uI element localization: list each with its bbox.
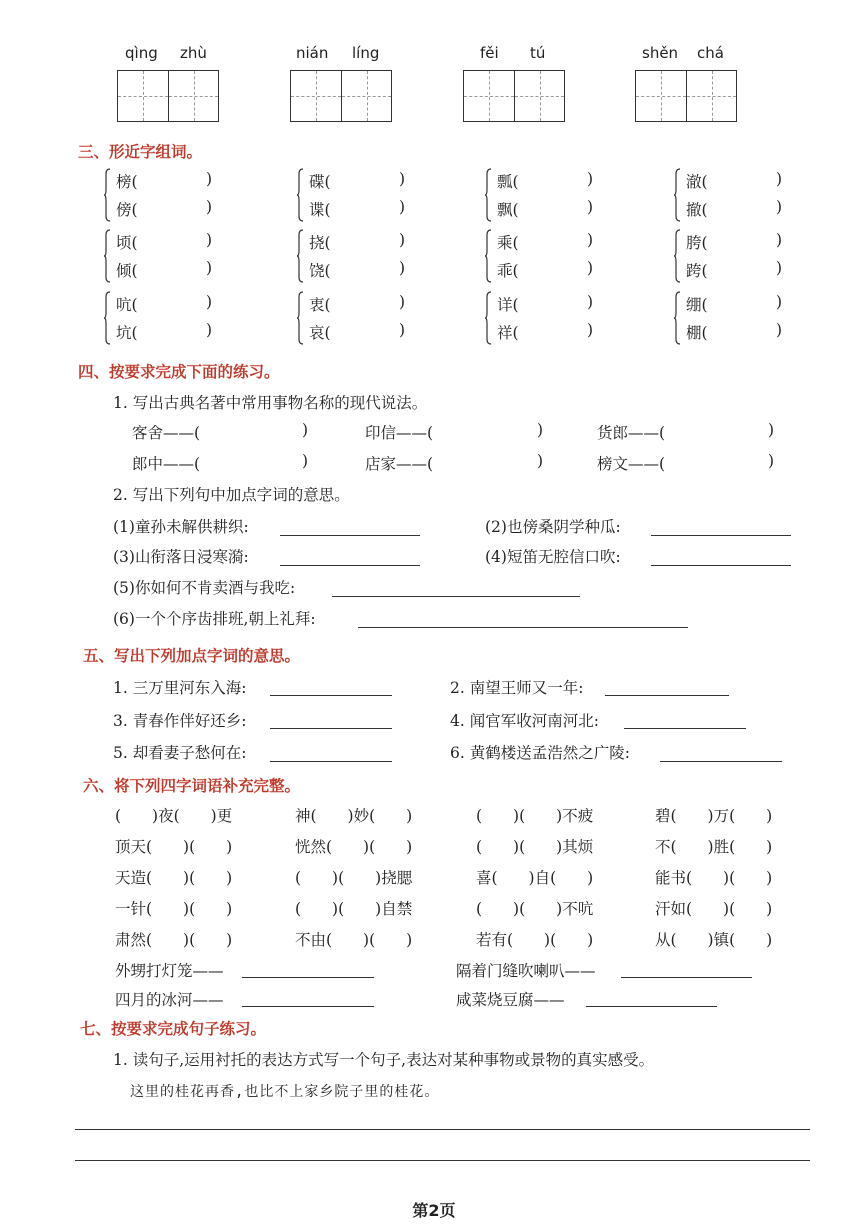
char-pair — [493, 227, 603, 287]
question-text: 1. 读句子,运用衬托的表达方式写一个句子,表达对某种事物或景物的真实感受。 — [113, 1051, 655, 1069]
poem-line: 2. 南望王师又一年: — [450, 679, 584, 697]
close-paren: ) — [587, 231, 594, 249]
close-paren: ) — [399, 170, 406, 188]
pinyin-text: líng — [352, 44, 380, 62]
char-pair — [682, 166, 792, 226]
close-paren: ) — [776, 231, 783, 249]
char-pair — [112, 166, 222, 226]
idiom-blank[interactable]: 碧( )万( ) — [655, 807, 773, 825]
answer-line[interactable] — [660, 761, 782, 762]
char-prompt: 谍( — [309, 201, 331, 219]
answer-line[interactable] — [242, 977, 374, 978]
idiom-blank[interactable]: 顶天( )( ) — [115, 838, 233, 856]
char-prompt: 详( — [497, 296, 519, 314]
close-paren: ) — [206, 259, 213, 277]
answer-line[interactable] — [280, 535, 420, 536]
brace-icon — [104, 168, 111, 222]
brace-icon — [485, 229, 492, 283]
idiom-blank[interactable]: 从( )镇( ) — [655, 931, 773, 949]
close-paren: ) — [537, 421, 544, 439]
char-pair — [682, 227, 792, 287]
brace-icon — [674, 229, 681, 283]
idiom-blank[interactable]: ( )( )其烦 — [476, 838, 594, 856]
sentence-prompt: (6)一个个序齿排班,朝上礼拜: — [113, 610, 316, 628]
char-prompt: 乖( — [497, 262, 519, 280]
char-prompt: 榜( — [116, 173, 138, 191]
idiom-blank[interactable]: 肃然( )( ) — [115, 931, 233, 949]
char-prompt: 吭( — [116, 296, 138, 314]
close-paren: ) — [206, 170, 213, 188]
char-prompt: 瓢( — [497, 173, 519, 191]
term-prompt: 郎中——( — [132, 455, 201, 473]
answer-line[interactable] — [270, 728, 392, 729]
char-prompt: 衷( — [309, 296, 331, 314]
close-paren: ) — [537, 452, 544, 470]
pinyin-text: nián — [296, 44, 329, 62]
poem-line: 6. 黄鹤楼送孟浩然之广陵: — [450, 744, 630, 762]
idiom-blank[interactable]: 若有( )( ) — [476, 931, 594, 949]
char-prompt: 澈( — [686, 173, 708, 191]
term-prompt: 榜文——( — [597, 455, 666, 473]
sentence-prompt: (2)也傍桑阴学种瓜: — [485, 518, 621, 536]
close-paren: ) — [587, 198, 594, 216]
close-paren: ) — [768, 452, 775, 470]
writing-grid[interactable] — [290, 70, 392, 122]
brace-icon — [104, 291, 111, 345]
close-paren: ) — [399, 231, 406, 249]
answer-line[interactable] — [651, 535, 791, 536]
pinyin-text: zhù — [180, 44, 207, 62]
term-prompt: 客舍——( — [132, 424, 201, 442]
term-prompt: 店家——( — [365, 455, 434, 473]
char-pair — [305, 227, 415, 287]
idiom-blank[interactable]: ( )( )挠腮 — [295, 869, 413, 887]
writing-grid[interactable] — [463, 70, 565, 122]
char-pair — [493, 289, 603, 349]
char-prompt: 倾( — [116, 262, 138, 280]
brace-icon — [104, 229, 111, 283]
answer-line[interactable] — [242, 1006, 374, 1007]
close-paren: ) — [776, 170, 783, 188]
page-number: 第2页 — [412, 1201, 456, 1220]
close-paren: ) — [206, 321, 213, 339]
answer-line[interactable] — [358, 627, 688, 628]
section-7-title: 七、按要求完成句子练习。 — [80, 1020, 267, 1038]
brace-icon — [297, 291, 304, 345]
char-prompt: 飘( — [497, 201, 519, 219]
idiom-blank[interactable]: 不( )胜( ) — [655, 838, 773, 856]
answer-line[interactable] — [280, 565, 420, 566]
sentence-prompt: (3)山衔落日浸寒漪: — [113, 548, 249, 566]
answer-line[interactable] — [75, 1129, 810, 1130]
close-paren: ) — [587, 321, 594, 339]
idiom-blank[interactable]: 神( )妙( ) — [295, 807, 413, 825]
answer-line[interactable] — [586, 1006, 717, 1007]
pinyin-text: shěn — [642, 44, 679, 62]
close-paren: ) — [776, 259, 783, 277]
brace-icon — [297, 168, 304, 222]
sentence-prompt: (5)你如何不肯卖酒与我吃: — [113, 579, 296, 597]
answer-line[interactable] — [75, 1160, 810, 1161]
idiom-blank[interactable]: ( )( )不疲 — [476, 807, 594, 825]
answer-line[interactable] — [605, 695, 729, 696]
char-prompt: 顷( — [116, 234, 138, 252]
char-pair — [112, 227, 222, 287]
section-6-title: 六、将下列四字词语补充完整。 — [83, 777, 301, 795]
close-paren: ) — [587, 170, 594, 188]
char-prompt: 棚( — [686, 324, 708, 342]
idiom-blank[interactable]: 不由( )( ) — [295, 931, 413, 949]
char-prompt: 坑( — [116, 324, 138, 342]
brace-icon — [485, 168, 492, 222]
char-pair — [112, 289, 222, 349]
char-prompt: 祥( — [497, 324, 519, 342]
writing-grid[interactable] — [635, 70, 737, 122]
answer-line[interactable] — [270, 761, 392, 762]
xiehouyu-prompt: 外甥打灯笼—— — [115, 962, 224, 980]
idiom-blank[interactable]: 汗如( )( ) — [655, 900, 773, 918]
char-prompt: 撤( — [686, 201, 708, 219]
char-pair — [682, 289, 792, 349]
writing-grid[interactable] — [117, 70, 219, 122]
close-paren: ) — [206, 293, 213, 311]
brace-icon — [674, 168, 681, 222]
idiom-blank[interactable]: 能书( )( ) — [655, 869, 773, 887]
poem-line: 5. 却看妻子愁何在: — [113, 744, 247, 762]
char-prompt: 哀( — [309, 324, 331, 342]
close-paren: ) — [399, 293, 406, 311]
idiom-blank[interactable]: 喜( )自( ) — [476, 869, 594, 887]
section-4-title: 四、按要求完成下面的练习。 — [78, 363, 280, 381]
char-prompt: 乘( — [497, 234, 519, 252]
xiehouyu-prompt: 四月的冰河—— — [115, 991, 224, 1009]
close-paren: ) — [399, 259, 406, 277]
char-pair — [493, 166, 603, 226]
sentence-prompt: (4)短笛无腔信口吹: — [485, 548, 621, 566]
close-paren: ) — [587, 293, 594, 311]
close-paren: ) — [776, 198, 783, 216]
idiom-blank[interactable]: ( )夜( )更 — [115, 807, 233, 825]
answer-line[interactable] — [624, 728, 746, 729]
term-prompt: 货郎——( — [597, 424, 666, 442]
section-3-title: 三、形近字组词。 — [78, 143, 203, 161]
char-prompt: 跨( — [686, 262, 708, 280]
brace-icon — [297, 229, 304, 283]
close-paren: ) — [776, 321, 783, 339]
close-paren: ) — [776, 293, 783, 311]
brace-icon — [485, 291, 492, 345]
idiom-blank[interactable]: 恍然( )( ) — [295, 838, 413, 856]
pinyin-text: qìng — [125, 44, 158, 62]
example-sentence: 这里的桂花再香,也比不上家乡院子里的桂花。 — [130, 1084, 440, 1100]
char-prompt: 胯( — [686, 234, 708, 252]
idiom-blank[interactable]: 一针( )( ) — [115, 900, 233, 918]
answer-line[interactable] — [332, 596, 580, 597]
pinyin-text: fěi — [480, 44, 499, 62]
question-text: 1. 写出古典名著中常用事物名称的现代说法。 — [113, 394, 428, 412]
idiom-blank[interactable]: ( )( )不吭 — [476, 900, 594, 918]
poem-line: 3. 青春作伴好还乡: — [113, 712, 247, 730]
char-prompt: 饶( — [309, 262, 331, 280]
xiehouyu-prompt: 隔着门缝吹喇叭—— — [456, 962, 596, 980]
char-pair — [305, 289, 415, 349]
close-paren: ) — [206, 231, 213, 249]
char-prompt: 碟( — [309, 173, 331, 191]
char-prompt: 挠( — [309, 234, 331, 252]
section-5-title: 五、写出下列加点字词的意思。 — [83, 647, 301, 665]
close-paren: ) — [768, 421, 775, 439]
answer-line[interactable] — [270, 695, 392, 696]
xiehouyu-prompt: 咸菜烧豆腐—— — [456, 991, 565, 1009]
poem-line: 4. 闻官军收河南河北: — [450, 712, 599, 730]
poem-line: 1. 三万里河东入海: — [113, 679, 247, 697]
answer-line[interactable] — [621, 977, 752, 978]
pinyin-text: chá — [697, 44, 724, 62]
close-paren: ) — [399, 198, 406, 216]
char-prompt: 傍( — [116, 201, 138, 219]
brace-icon — [674, 291, 681, 345]
question-text: 2. 写出下列句中加点字词的意思。 — [113, 486, 350, 504]
close-paren: ) — [302, 421, 309, 439]
pinyin-text: tú — [530, 44, 546, 62]
term-prompt: 印信——( — [365, 424, 434, 442]
close-paren: ) — [302, 452, 309, 470]
char-pair — [305, 166, 415, 226]
close-paren: ) — [206, 198, 213, 216]
char-prompt: 绷( — [686, 296, 708, 314]
idiom-blank[interactable]: 天造( )( ) — [115, 869, 233, 887]
idiom-blank[interactable]: ( )( )自禁 — [295, 900, 413, 918]
answer-line[interactable] — [651, 565, 791, 566]
close-paren: ) — [399, 321, 406, 339]
sentence-prompt: (1)童孙未解供耕织: — [113, 518, 249, 536]
close-paren: ) — [587, 259, 594, 277]
